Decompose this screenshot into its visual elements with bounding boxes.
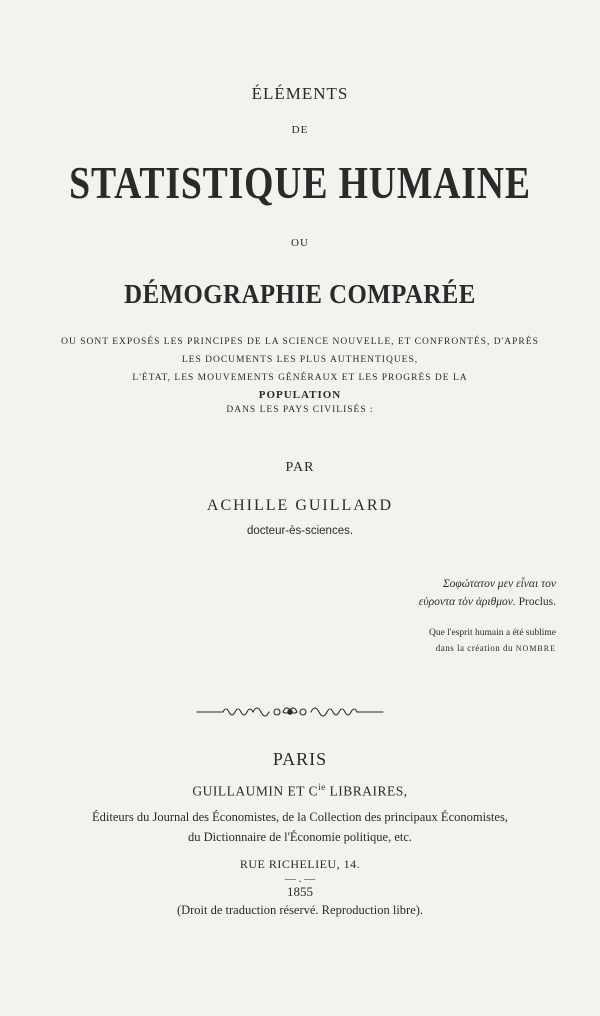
author-title: docteur-ès-sciences. [246,525,354,537]
imprint-editors-line-2: du Dictionnaire de l'Économie politique, etc. [187,830,413,844]
imprint-year: 1855 [287,884,313,899]
imprint-rights: (Droit de traduction réservé. Reproduction libre). [176,903,424,917]
imprint-publisher [0,782,600,800]
subtitle-line-5: DANS LES PAYS CIVILISÉS : [226,405,374,415]
by-line: PAR [285,460,315,475]
epigraph-greek-text: εὑροντα τὸν ἀριθμον. [418,596,516,608]
imprint-address: RUE RICHELIEU, 14. [239,857,361,871]
main-title: STATISTIQUE HUMAINE [69,157,531,208]
publisher-main: GUILLAUMIN ET C [192,783,319,799]
subtitle-line-3: L'ÉTAT, LES MOUVEMENTS GÉNÉRAUX ET LES PROGRÈS DE LA [132,373,468,383]
epigraph-french-line-2 [380,643,556,653]
imprint-dash: — . — [284,873,316,885]
publisher-end: LIBRAIRES, [325,783,408,799]
imprint-city: PARIS [272,749,328,769]
imprint-editors-line-1: Éditeurs du Journal des Économistes, de la Collection des principaux Économistes, [92,810,508,824]
subtitle-population: POPULATION [258,389,342,401]
epigraph-greek-line-2 [380,596,556,608]
epigraph-source: Proclus. [518,596,556,608]
epigraph-french-prefix: dans la création du [435,643,514,653]
heading-elements: ÉLÉMENTS [251,84,349,103]
heading-ou: OU [291,237,309,249]
epigraph-french-caps: NOMBRE [515,644,556,653]
epigraph-greek-line-1: Σοφώτατον μεν εἶναι τον [442,578,556,590]
author-name: ACHILLE GUILLARD [206,497,394,514]
decorative-scroll-ornament-icon [195,700,385,724]
subtitle-line-2: LES DOCUMENTS LES PLUS AUTHENTIQUES, [181,355,419,365]
epigraph-french-line-1: Que l'esprit humain a été sublime [428,628,556,638]
second-title: DÉMOGRAPHIE COMPARÉE [124,279,476,309]
subtitle-line-1: OU SONT EXPOSÉS LES PRINCIPES DE LA SCIENCE NOUVELLE, ET CONFRONTÉS, D'APRÈS [61,337,539,347]
publisher-sup: ie [318,782,326,792]
heading-de: DE [291,124,309,136]
